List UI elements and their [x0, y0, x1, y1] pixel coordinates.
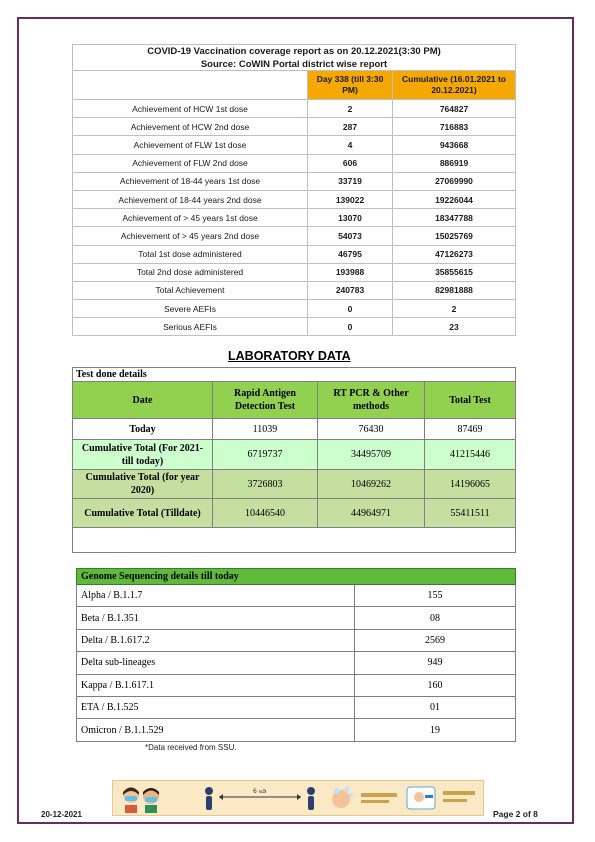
- row-day: 0: [308, 318, 393, 336]
- lab-header-date: Date: [73, 382, 213, 419]
- lab-row-label: Cumulative Total (for year 2020): [73, 470, 213, 499]
- genome-count: 08: [355, 607, 516, 629]
- row-cumulative: 943668: [393, 136, 516, 154]
- row-cumulative: 82981888: [393, 281, 516, 299]
- row-label: Achievement of 18-44 years 1st dose: [73, 172, 308, 190]
- lab-table: [72, 367, 516, 553]
- row-label: Serious AEFIs: [73, 318, 308, 336]
- row-label: Achievement of HCW 2nd dose: [73, 118, 308, 136]
- vaccination-title: COVID-19 Vaccination coverage report as on 20.12.2021(3:30 PM): [73, 45, 516, 59]
- row-label: Achievement of 18-44 years 2nd dose: [73, 190, 308, 208]
- vaccination-row: [73, 281, 516, 299]
- lab-header-rat: Rapid Antigen Detection Test: [213, 382, 318, 419]
- row-day: 0: [308, 300, 393, 318]
- lab-row-total: 55411511: [425, 499, 516, 528]
- vaccination-row: [73, 300, 516, 318]
- lab-header-rtpcr: RT PCR & Other methods: [318, 382, 425, 419]
- genome-row: [77, 719, 516, 741]
- vaccination-row: [73, 190, 516, 208]
- genome-count: 155: [355, 585, 516, 607]
- genome-count: 01: [355, 696, 516, 718]
- row-cumulative: 23: [393, 318, 516, 336]
- genome-row: [77, 585, 516, 607]
- row-cumulative: 19226044: [393, 190, 516, 208]
- genome-variant: Beta / B.1.351: [77, 607, 355, 629]
- genome-count: 949: [355, 652, 516, 674]
- row-cumulative: 27069990: [393, 172, 516, 190]
- row-day: 240783: [308, 281, 393, 299]
- lab-row-rtpcr: 10469262: [318, 470, 425, 499]
- row-cumulative: 886919: [393, 154, 516, 172]
- genome-variant: Delta / B.1.617.2: [77, 629, 355, 651]
- vaccination-header-day: Day 338 (till 3:30 PM): [308, 71, 393, 100]
- lab-row: [73, 470, 516, 499]
- lab-row: [73, 440, 516, 470]
- row-day: 46795: [308, 245, 393, 263]
- genome-variant: Delta sub-lineages: [77, 652, 355, 674]
- lab-header-total: Total Test: [425, 382, 516, 419]
- row-cumulative: 35855615: [393, 263, 516, 281]
- genome-variant: ETA / B.1.525: [77, 696, 355, 718]
- genome-count: 19: [355, 719, 516, 741]
- row-day: 193988: [308, 263, 393, 281]
- genome-count: 2569: [355, 629, 516, 651]
- lab-row-total: 41215446: [425, 440, 516, 470]
- social-distance-icon: [201, 783, 321, 813]
- genome-variant: Kappa / B.1.617.1: [77, 674, 355, 696]
- row-day: 54073: [308, 227, 393, 245]
- lab-row-rtpcr: 44964971: [318, 499, 425, 528]
- row-cumulative: 2: [393, 300, 516, 318]
- lab-row-total: 87469: [425, 419, 516, 440]
- data-source-footnote: *Data received from SSU.: [145, 743, 237, 752]
- page-number: Page 2 of 8: [493, 809, 538, 819]
- genome-row: [77, 629, 516, 651]
- lab-row-rat: 6719737: [213, 440, 318, 470]
- vaccination-header-blank: [73, 71, 308, 100]
- row-label: Total 1st dose administered: [73, 245, 308, 263]
- lab-title: LABORATORY DATA: [228, 349, 351, 363]
- row-day: 606: [308, 154, 393, 172]
- vaccination-row: [73, 209, 516, 227]
- genome-row: [77, 652, 516, 674]
- vaccination-icon: [405, 783, 481, 813]
- row-cumulative: 764827: [393, 100, 516, 118]
- vaccination-header-cumulative: Cumulative (16.01.2021 to 20.12.2021): [393, 71, 516, 100]
- row-label: Achievement of > 45 years 1st dose: [73, 209, 308, 227]
- row-day: 139022: [308, 190, 393, 208]
- lab-row-rat: 10446540: [213, 499, 318, 528]
- vaccination-row: [73, 100, 516, 118]
- row-label: Total Achievement: [73, 281, 308, 299]
- hand-wash-icon: [327, 783, 401, 813]
- row-day: 4: [308, 136, 393, 154]
- vaccination-source: Source: CoWIN Portal district wise report: [73, 58, 516, 71]
- genome-row: [77, 607, 516, 629]
- lab-row: [73, 499, 516, 528]
- row-label: Achievement of > 45 years 2nd dose: [73, 227, 308, 245]
- genome-count: 160: [355, 674, 516, 696]
- row-label: Achievement of HCW 1st dose: [73, 100, 308, 118]
- lab-empty-row: [73, 528, 516, 553]
- row-day: 33719: [308, 172, 393, 190]
- genome-variant: Alpha / B.1.1.7: [77, 585, 355, 607]
- vaccination-table: [72, 44, 516, 336]
- genome-variant: Omicron / B.1.1.529: [77, 719, 355, 741]
- genome-row: [77, 696, 516, 718]
- lab-row-rtpcr: 34495709: [318, 440, 425, 470]
- vaccination-row: [73, 118, 516, 136]
- lab-row-rat: 11039: [213, 419, 318, 440]
- genome-row: [77, 674, 516, 696]
- genome-title: Genome Sequencing details till today: [77, 569, 516, 585]
- vaccination-row: [73, 172, 516, 190]
- row-day: 287: [308, 118, 393, 136]
- lab-row: [73, 419, 516, 440]
- vaccination-row: [73, 136, 516, 154]
- vaccination-row: [73, 245, 516, 263]
- row-label: Severe AEFIs: [73, 300, 308, 318]
- row-label: Achievement of FLW 2nd dose: [73, 154, 308, 172]
- vaccination-row: [73, 227, 516, 245]
- genome-table: [76, 568, 516, 742]
- row-day: 2: [308, 100, 393, 118]
- mask-icon: [117, 783, 197, 813]
- row-cumulative: 18347788: [393, 209, 516, 227]
- lab-row-label: Cumulative Total (For 2021- till today): [73, 440, 213, 470]
- vaccination-row: [73, 263, 516, 281]
- vaccination-row: [73, 318, 516, 336]
- row-day: 13070: [308, 209, 393, 227]
- lab-row-rat: 3726803: [213, 470, 318, 499]
- row-cumulative: 15025769: [393, 227, 516, 245]
- covid-behaviour-banner: [112, 780, 484, 816]
- row-label: Total 2nd dose administered: [73, 263, 308, 281]
- row-cumulative: 47126273: [393, 245, 516, 263]
- lab-row-rtpcr: 76430: [318, 419, 425, 440]
- vaccination-row: [73, 154, 516, 172]
- footer-date: 20-12-2021: [41, 810, 82, 819]
- lab-row-label: Cumulative Total (Tilldate): [73, 499, 213, 528]
- row-cumulative: 716883: [393, 118, 516, 136]
- lab-caption: Test done details: [73, 368, 516, 382]
- lab-empty-cell: [73, 528, 516, 553]
- distance-label: 6 ಅಡಿ: [253, 788, 267, 795]
- row-label: Achievement of FLW 1st dose: [73, 136, 308, 154]
- lab-row-label: Today: [73, 419, 213, 440]
- lab-row-total: 14196065: [425, 470, 516, 499]
